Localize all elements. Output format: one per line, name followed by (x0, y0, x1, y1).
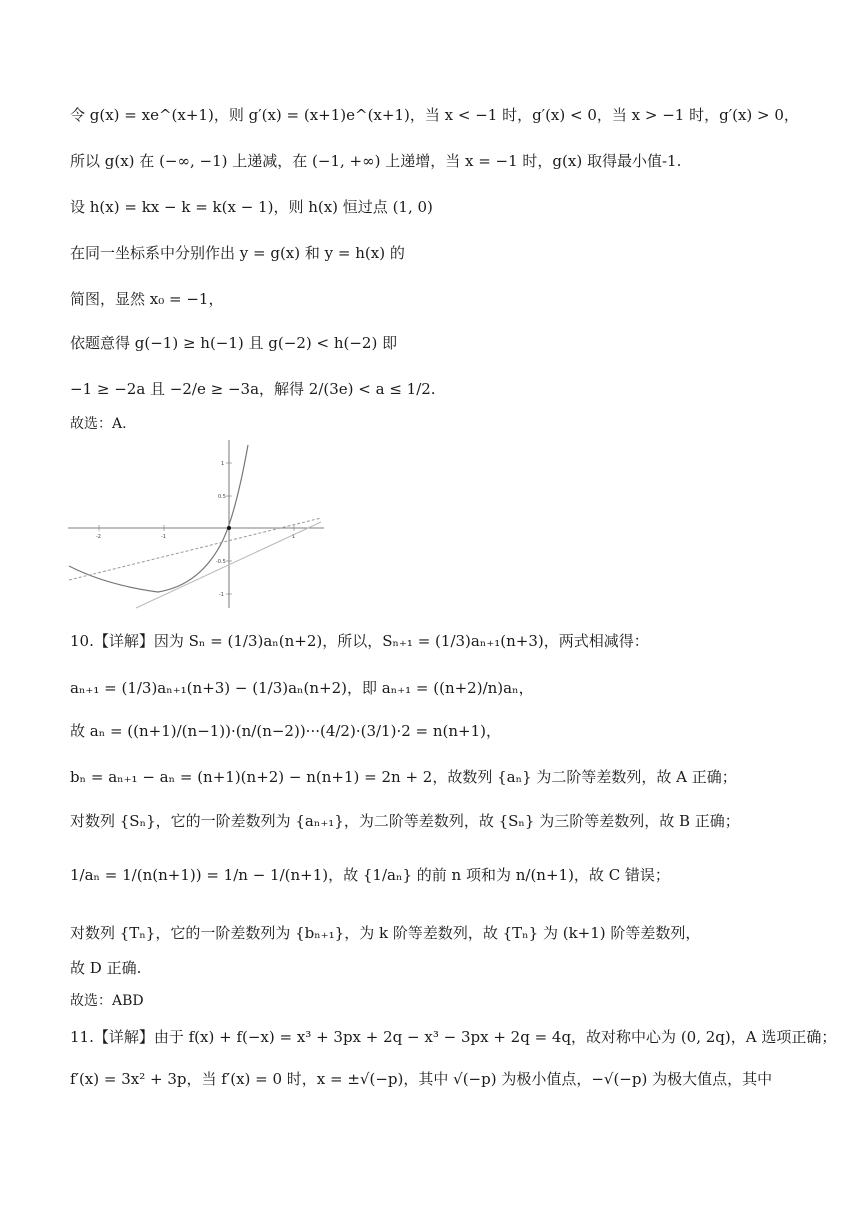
function-graph (66, 440, 326, 612)
y-tick-label: 1 (221, 461, 225, 467)
line-10: aₙ₊₁ = (1/3)aₙ₊₁(n+3) − (1/3)aₙ(n+2)，即 aₙ₊₁ = ((n+2)/n)aₙ， (70, 679, 534, 697)
line-6: 依题意得 g(−1) ≥ h(−1) 且 g(−2) < h(−2) 即 (70, 334, 398, 352)
line-1: 令 g(x) = xe^(x+1)，则 g′(x) = (x+1)e^(x+1)，当 x < −1 时，g′(x) < 0，当 x > −1 时，g′(x) > 0， (70, 106, 799, 124)
y-tick-label: -0.5 (216, 559, 226, 565)
line-15: 对数列 {Tₙ}，它的一阶差数列为 {bₙ₊₁}，为 k 阶等差数列，故 {Tₙ} 为 (k+1) 阶等差数列， (70, 924, 701, 942)
line-19: f′(x) = 3x² + 3p，当 f′(x) = 0 时，x = ±√(−p)，其中 √(−p) 为极小值点，−√(−p) 为极大值点，其中 (70, 1070, 773, 1088)
line-8: 故选：A. (70, 416, 127, 432)
line-14: 1/aₙ = 1/(n(n+1)) = 1/n − 1/(n+1)，故 {1/aₙ} 的前 n 项和为 n/(n+1)，故 C 错误； (70, 866, 670, 884)
y-tick-label: -1 (219, 592, 224, 598)
curve-g (69, 445, 248, 592)
x-tick-label: -2 (96, 534, 101, 540)
line-5: 简图，显然 x₀ = −1， (70, 290, 224, 308)
line-2: 所以 g(x) 在 (−∞, −1) 上递减，在 (−1, +∞) 上递增，当 x = −1 时，g(x) 取得最小值-1. (70, 152, 682, 170)
y-tick-label: 0.5 (218, 494, 226, 500)
line-4: 在同一坐标系中分别作出 y = g(x) 和 y = h(x) 的 (70, 244, 405, 262)
line-7: −1 ≥ −2a 且 −2/e ≥ −3a，解得 2/(3e) < a ≤ 1/2. (70, 380, 436, 398)
line-3: 设 h(x) = kx − k = k(x − 1)，则 h(x) 恒过点 (1, 0) (70, 198, 433, 216)
x-tick-label: -1 (161, 534, 166, 540)
origin-point (227, 526, 231, 530)
line-16: 故 D 正确. (70, 959, 142, 977)
line-17: 故选：ABD (70, 993, 144, 1009)
x-tick-label: 1 (292, 534, 296, 540)
line-9: 10.【详解】因为 Sₙ = (1/3)aₙ(n+2)，所以，Sₙ₊₁ = (1/3)aₙ₊₁(n+3)，两式相减得： (70, 632, 649, 650)
line-18: 11.【详解】由于 f(x) + f(−x) = x³ + 3px + 2q − x³ − 3px + 2q = 4q，故对称中心为 (0, 2q)，A 选项正确； (70, 1028, 837, 1046)
line-13: 对数列 {Sₙ}，它的一阶差数列为 {aₙ₊₁}，为二阶等差数列，故 {Sₙ} 为三阶等差数列，故 B 正确； (70, 812, 740, 830)
line-11: 故 aₙ = ((n+1)/(n−1))·(n/(n−2))···(4/2)·(3/1)·2 = n(n+1)， (70, 722, 501, 740)
line-h-dashed (69, 518, 321, 580)
line-12: bₙ = aₙ₊₁ − aₙ = (n+1)(n+2) − n(n+1) = 2n + 2，故数列 {aₙ} 为二阶等差数列，故 A 正确； (70, 768, 737, 786)
